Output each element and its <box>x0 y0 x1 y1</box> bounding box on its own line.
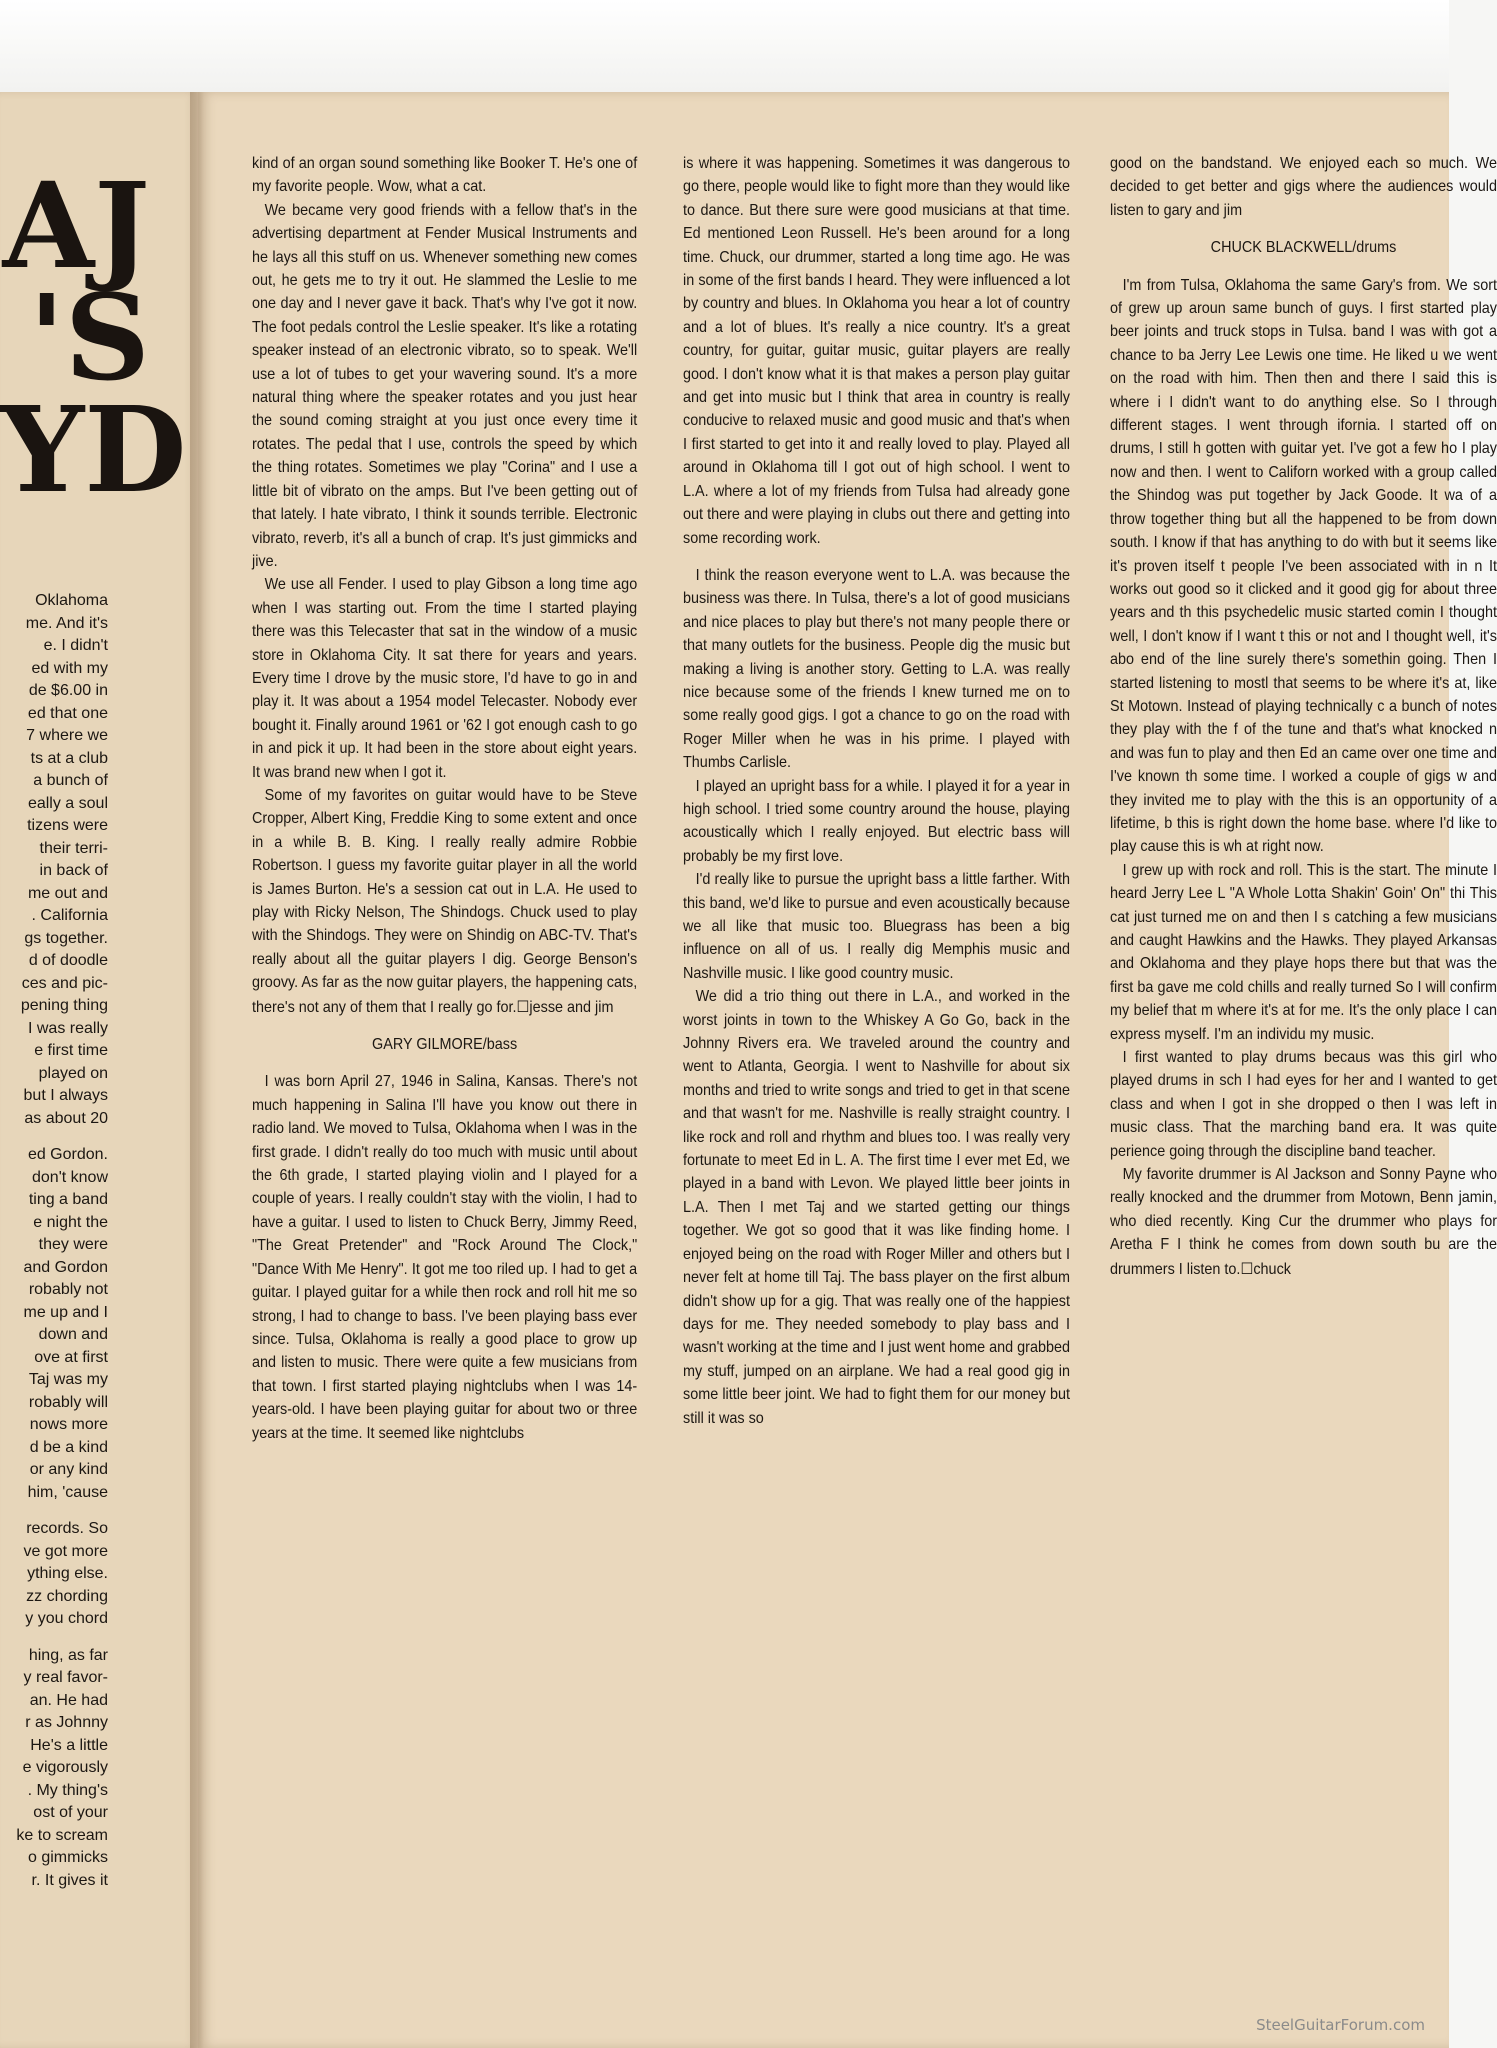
fragment-line: r. It gives it <box>31 1871 108 1889</box>
paragraph: We became very good friends with a fellow that's in the advertising department at Fender Musical Instruments and he lays all this stuff on us. Whenever something new comes out, he gets me to try it out. He slammed the Leslie to me one day and I never gave it back. That's why I've got it now. The foot pedals control the Leslie speaker. It's like a rotating speaker instead of an electronic vibrato, so to speak. We'll use a lot of tubes to get your wavering sound. It's a more natural thing where the speaker rotates and you just hear the sound coming straight at you just once every time it rotates. The pedal that I use, controls the speed by which the thing rotates. Sometimes we play "Corina" and I use a little bit of vibrato on the amps. But I've been getting out of that lately. I hate vibrato, I think it sounds terrible. Electronic vibrato, reverb, it's all a bunch of crap. It's just gimmicks and jive. <box>252 201 638 570</box>
fragment-line: they were <box>38 1236 108 1253</box>
headline-line: 'S <box>28 268 150 407</box>
fragment-line: their terri- <box>39 839 108 857</box>
paragraph: I first wanted to play drums becaus was this girl who played drums in sch I had eyes for her and I wanted to get class and when I got in she dropped o then I was left in music class. That the marching band era. It was quite perience going through the discipline band teacher. <box>1110 1049 1497 1160</box>
fragment-line: down and <box>38 1326 108 1343</box>
scan-background-top <box>0 0 1449 92</box>
fragment-line: him, 'cause <box>27 1483 108 1501</box>
signoff: gary and jim <box>1163 201 1243 219</box>
fragment-line: me. And it's <box>25 614 108 632</box>
page-gutter-shadow <box>190 92 204 2048</box>
fragment-line: y you chord <box>25 1610 108 1627</box>
fragment-line: gs together. <box>24 929 108 947</box>
fragment-line: a bunch of <box>33 772 108 789</box>
fragment-line: records. So <box>26 1520 108 1537</box>
paragraph: We did a trio thing out there in L.A., and worked in the worst joints in town to the Whiskey A Go Go, back in the Johnny Rivers era. We traveled around the country and went to Atlanta, Georgia. I went to Nashville for about six months and tried to write songs and tried to get in that scene and that wasn't for me. Nashville is really straight country. I like rock and roll and rhythm and blues too. I was really very fortunate to meet Ed in L. A. The first time I ever met Ed, we played in a band with Levon. We played little beer joints in L.A. Then I met Taj and we started getting our things together. We got so good that it was like finding home. I enjoyed being on the road with Roger Miller and others but I never felt at home till Taj. The bass player on the first album didn't show up for a gig. That was really one of the happiest days for me. They needed somebody to play bass and I wasn't working at the time and I just went home and grabbed my stuff, jumped on an airplane. We had a real good gig in some little beer joint. We had to fight them for our money but still it was so <box>683 988 1070 1427</box>
fragment-line: don't know <box>32 1168 108 1186</box>
fragment-line: e night the <box>33 1213 108 1231</box>
paragraph-text: good on the bandstand. We enjoyed each so much. We decided to get better and gigs where the audiences would listen to <box>1110 155 1497 219</box>
fragment-line: ve got more <box>23 1542 108 1560</box>
watermark: SteelGuitarForum.com <box>1256 2016 1425 2034</box>
fragment-line: ts at a club <box>30 749 108 767</box>
fragment-line: played on <box>38 1064 108 1082</box>
section-heading: CHUCK BLACKWELL/drums <box>1210 239 1397 257</box>
paragraph: I think the reason everyone went to L.A. was because the business was there. In Tulsa, there's a lot of good musicians and nice places to play but there's not many people there or that many outlets for the business. People dig the music but making a living is another story. Getting to L.A. was really nice because some of the friends I knew turned me on to some really good gigs. I got a chance to go on the road with Roger Miller when he was in his prime. I played with Thumbs Carlisle. <box>683 566 1070 772</box>
paragraph: kind of an organ sound something like Booker T. He's one of my favorite people. Wow, what a cat. <box>252 155 638 196</box>
signoff: chuck <box>1253 1260 1291 1278</box>
fragment-line: d of doodle <box>28 952 108 969</box>
fragment-line: but I always <box>23 1087 108 1104</box>
paragraph: I'd really like to pursue the upright bass a little farther. With this band, we'd like to pursue and even acoustically because we all like that music too. Bluegrass has been a big influence on all of us. I really dig Memphis music and Nashville music. I like good country music. <box>683 871 1070 982</box>
paragraph-text: My favorite drummer is Al Jackson and Sonny Payne who really knocked and the drummer from Motown, Benn jamin, who died recently. King Cur the drummer who plays for Aretha F I think he comes from down south bu are the drummers I listen to. <box>1110 1166 1497 1278</box>
article-headline <box>0 156 187 519</box>
fragment-line: ove at first <box>34 1348 108 1366</box>
fragment-group <box>0 590 108 1130</box>
paragraph <box>252 784 637 1019</box>
fragment-line: hing, as far <box>28 1646 108 1664</box>
fragment-line: in back of <box>39 862 108 879</box>
fragment-line: me out and <box>27 884 108 902</box>
article-column-3 <box>1110 152 1497 1281</box>
fragment-line: . My thing's <box>27 1781 108 1799</box>
headline-line: AJ <box>2 156 150 295</box>
section-heading: GARY GILMORE/bass <box>372 1036 518 1054</box>
column-3-clip <box>1100 140 1497 2040</box>
fragment-line: ed Gordon. <box>27 1146 108 1163</box>
fragment-line: robably will <box>28 1393 108 1411</box>
fragment-line: or any kind <box>29 1461 108 1478</box>
fragment-group <box>0 1518 108 1631</box>
article-column-1 <box>252 152 637 1445</box>
fragment-line: nows more <box>29 1416 108 1433</box>
fragment-line: and Gordon <box>23 1258 108 1276</box>
paragraph: I grew up with rock and roll. This is the start. The minute I heard Jerry Lee L "A Whole Lotta Shakin' Goin' On" thi This cat just turned me on and then I s catching a few musicians and caught Hawkins and the Hawks. They played Arkansas and Oklahoma and they playe hops there but that was the first ba gave me cold chills and really turned So I will confirm my belief that m where it's at for me. It's the only place I can express myself. I'm an individu my music. <box>1110 861 1497 1043</box>
fragment-line: de $6.00 in <box>28 682 108 699</box>
paragraph <box>1110 1163 1497 1281</box>
paragraph: is where it was happening. Sometimes it was dangerous to go there, people would like to fight more than they would like to dance. But there sure were good musicians at that time. Ed mentioned Leon Russell. He's been around for a long time. Chuck, our drummer, started a long time ago. He was in some of the first bands I heard. They were influenced a lot by country and blues. In Oklahoma you hear a lot of country and a lot of blues. It's really a nice country. It's a great country, for guitar, guitar music, guitar players are really good. I don't know what it is that makes a person play guitar and get into music but I think that area in country is really conducive to relaxed music and good music and that's when I first started to get into it and really loved to play. Played all around in Oklahoma till I got out of high school. I went to L.A. where a lot of my friends from Tulsa had already gone out there and were playing in clubs out there and getting into some recording work. <box>683 155 1070 547</box>
fragment-line: me up and I <box>23 1303 108 1321</box>
paragraph: I'm from Tulsa, Oklahoma the same Gary's from. We sort of grew up aroun same bunch of guys. I first started play beer joints and truck stops in Tulsa. band I was with got a chance to ba Jerry Lee Lewis one time. He liked u we went on the road with him. Then then and there I said this is where i I didn't want to do anything else. So I through different stages. I went through ifornia. I started off on drums, I still h gotten with guitar yet. I've got a few ho I play now and then. I went to Californ worked with a group called the Shindog was put together by Jack Goode. It wa of a throw together thing but all the happened to be from down south. I know if that has anything to do with but it seems like it's proven itself t people I've been associated with in n It works out good so it clicked and it good gig for about three years and th this psychedelic music started comin I thought well, I don't know if I want t this or not and I thought well, it's abo end of the line surely there's somethin going. Then I started listening to mostl that seems to be where it's at, like St Motown. Instead of playing technically c a bunch of notes they play with the f of the tune and that's what knocked n and was fun to play and then Ed an came over one time and I've known th some time. I worked a couple of gigs w and they invited me to play with the this is an opportunity of a lifetime, b this is right down the home base. where I'd like to play cause this is wh at right now. <box>1110 276 1497 856</box>
fragment-line: ything else. <box>27 1565 108 1582</box>
left-page-text-fragments <box>0 590 108 1906</box>
fragment-line: o gimmicks <box>27 1849 108 1866</box>
fragment-line: as about 20 <box>24 1109 108 1127</box>
end-box-icon: ☐ <box>1240 1258 1254 1278</box>
paragraph: I played an upright bass for a while. I played it for a year in high school. I tried some country around the house, playing acoustically which I really enjoyed. But electric bass will probably be my first love. <box>683 777 1070 865</box>
fragment-line: He's a little <box>30 1736 108 1754</box>
fragment-line: ost of your <box>33 1804 108 1821</box>
paragraph <box>1110 152 1497 222</box>
headline-line: YD <box>0 380 187 519</box>
fragment-line: tizens were <box>27 817 108 834</box>
fragment-group <box>0 1645 108 1893</box>
fragment-line: eally a soul <box>27 794 108 812</box>
paragraph: We use all Fender. I used to play Gibson a long time ago when I was starting out. From the time I started playing there was this Telecaster that sat in the window of a music store in Oklahoma City. It sat there for years and years. Every time I drove by the music store, I'd have to go in and play it. It was about a 1954 model Telecaster. Nobody ever bought it. Finally around 1961 or '62 I got enough cash to go in and pick it up. It had been in the store about eight years. It was brand new when I got it. <box>252 576 638 781</box>
fragment-line: r as Johnny <box>25 1714 108 1731</box>
fragment-line: an. He had <box>29 1691 108 1709</box>
article-column-2 <box>683 152 1070 1430</box>
fragment-line: ed with my <box>31 659 108 677</box>
fragment-line: ed that one <box>27 704 108 722</box>
paragraph-text: Some of my favorites on guitar would have to be Steve Cropper, Albert King, Freddie King to some extent and once in a while B. B. King. I really really admire Robbie Robertson. I guess my favorite guitar player in all the world is James Burton. He's a session cat out in L.A. He used to play with Ricky Nelson, The Shindogs. Chuck used to play with the Shindogs. They were on Shindig on ABC-TV. That's really about all the guitar players I dig. George Benson's groovy. As far as the now guitar players, the happening cats, there's not any of them that I really go for. <box>252 786 638 1016</box>
fragment-line: zz chording <box>26 1587 108 1605</box>
fragment-line: e vigorously <box>22 1759 108 1776</box>
fragment-line: Taj was my <box>28 1371 108 1388</box>
fragment-line: Oklahoma <box>35 592 108 609</box>
fragment-line: . California <box>31 907 108 924</box>
fragment-line: ke to scream <box>16 1826 108 1844</box>
fragment-line: e. I didn't <box>43 637 108 654</box>
fragment-line: y real favor- <box>23 1669 108 1686</box>
fragment-line: I was really <box>27 1019 108 1037</box>
signoff: jesse and jim <box>529 998 614 1016</box>
fragment-line: ces and pic- <box>21 974 108 992</box>
fragment-line: e first time <box>34 1042 108 1059</box>
paragraph: I was born April 27, 1946 in Salina, Kansas. There's not much happening in Salina I'll have you know out there in radio land. We moved to Tulsa, Oklahoma when I was in the first grade. I didn't really do too much with music until about the 6th grade, I started playing violin and I played for a couple of years. I really couldn't stay with the violin, I had to have a guitar. I used to listen to Chuck Berry, Jimmy Reed, "The Great Pretender" and "Rock Around The Clock," "Dance With Me Henry". It got me too riled up. I had to get a guitar. I played guitar for a while then rock and roll hit me so strong, I had to change to bass. I've been playing bass ever since. Tulsa, Oklahoma is really a good place to grow up and listen to music. There were quite a few musicians from that town. I first started playing nightclubs when I was 14-years-old. I have been playing guitar for about two or three years at the time. It seemed like nightclubs <box>252 1073 638 1442</box>
fragment-line: ting a band <box>28 1191 108 1208</box>
fragment-line: 7 where we <box>26 727 108 744</box>
fragment-group <box>0 1144 108 1504</box>
end-box-icon: ☐ <box>516 996 530 1016</box>
fragment-line: robably not <box>28 1281 108 1298</box>
fragment-line: d be a kind <box>29 1438 108 1456</box>
fragment-line: pening thing <box>20 997 108 1014</box>
